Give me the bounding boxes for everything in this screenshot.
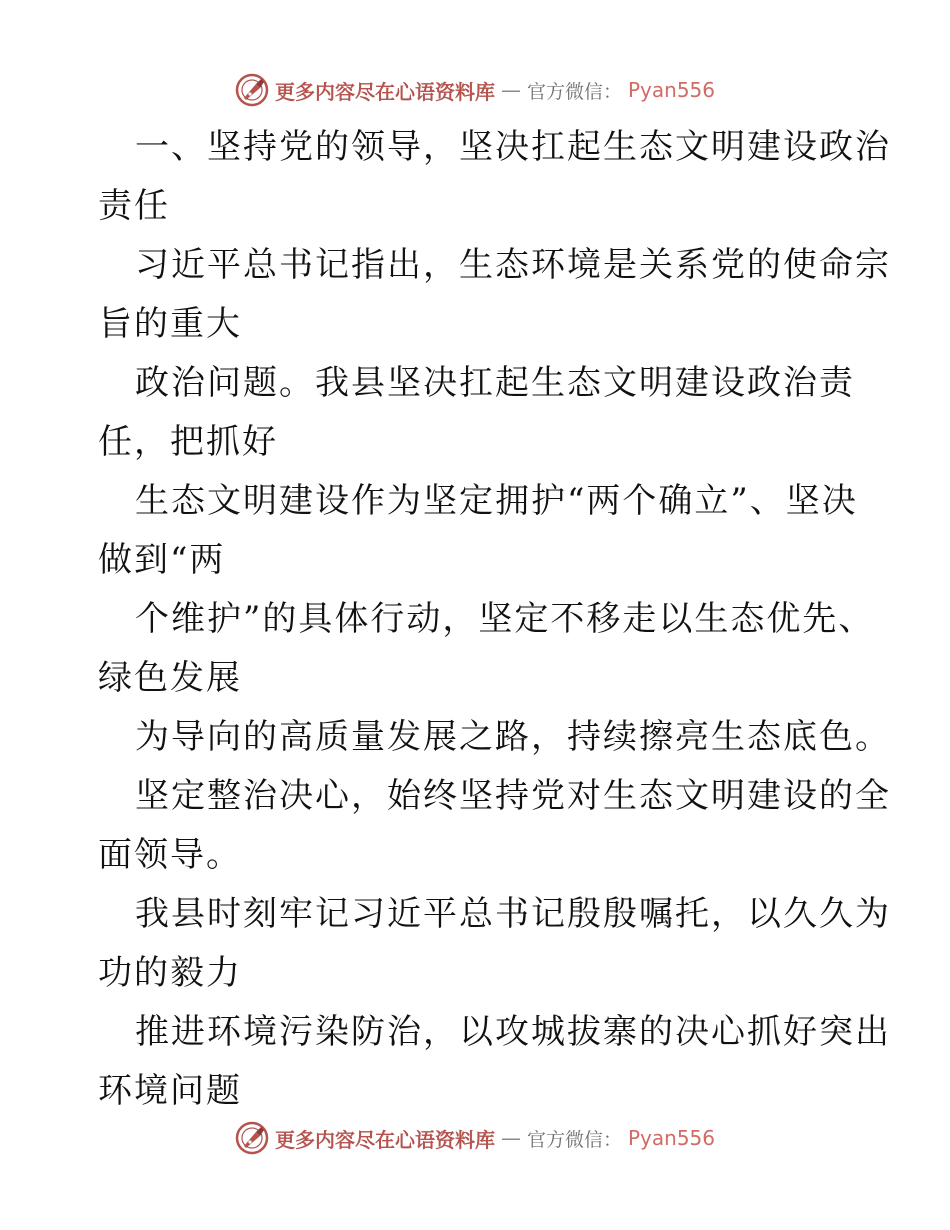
text-line: 我县时刻牢记习近平总书记殷殷嘱托，以久久为 [135,894,891,934]
banner-official-label: 官方微信： [526,80,622,103]
header-banner [0,70,950,110]
banner-official-label: 官方微信： [526,1128,622,1151]
text-line: 面领导。 [98,835,242,875]
text-line: 任，把抓好 [98,422,278,462]
banner-dash: — [500,1126,521,1150]
text-line: 责任 [98,186,170,226]
text-line: 为导向的高质量发展之路，持续擦亮生态底色。 [135,717,891,757]
text-line: 一、坚持党的领导，坚决扛起生态文明建设政治 [135,127,891,167]
banner-wechat-id: Pyan556 [628,78,716,102]
pen-nib-logo-icon [235,73,269,107]
banner-brand-text: 更多内容尽在心语资料库 [274,79,495,104]
banner-brand-text: 更多内容尽在心语资料库 [274,1127,495,1152]
text-line: 坚定整治决心，始终坚持党对生态文明建设的全 [135,776,891,816]
text-line: 政治问题。我县坚决扛起生态文明建设政治责 [135,363,855,403]
banner-wechat-id: Pyan556 [628,1126,716,1150]
text-line: 推进环境污染防治，以攻城拔寨的决心抓好突出 [135,1012,891,1052]
text-line: 功的毅力 [98,953,242,993]
text-line: 个维护”的具体行动，坚定不移走以生态优先、 [135,599,875,639]
text-line: 绿色发展 [98,658,242,698]
text-line: 习近平总书记指出，生态环境是关系党的使命宗 [135,245,891,285]
text-line: 生态文明建设作为坚定拥护“两个确立”、坚决 [135,481,858,521]
banner-dash: — [500,78,521,102]
footer-banner [0,1118,950,1158]
document-body [98,118,891,1121]
text-line: 做到“两 [98,540,226,580]
pen-nib-logo-icon [235,1121,269,1155]
text-line: 旨的重大 [98,304,242,344]
text-line: 环境问题 [98,1071,242,1111]
